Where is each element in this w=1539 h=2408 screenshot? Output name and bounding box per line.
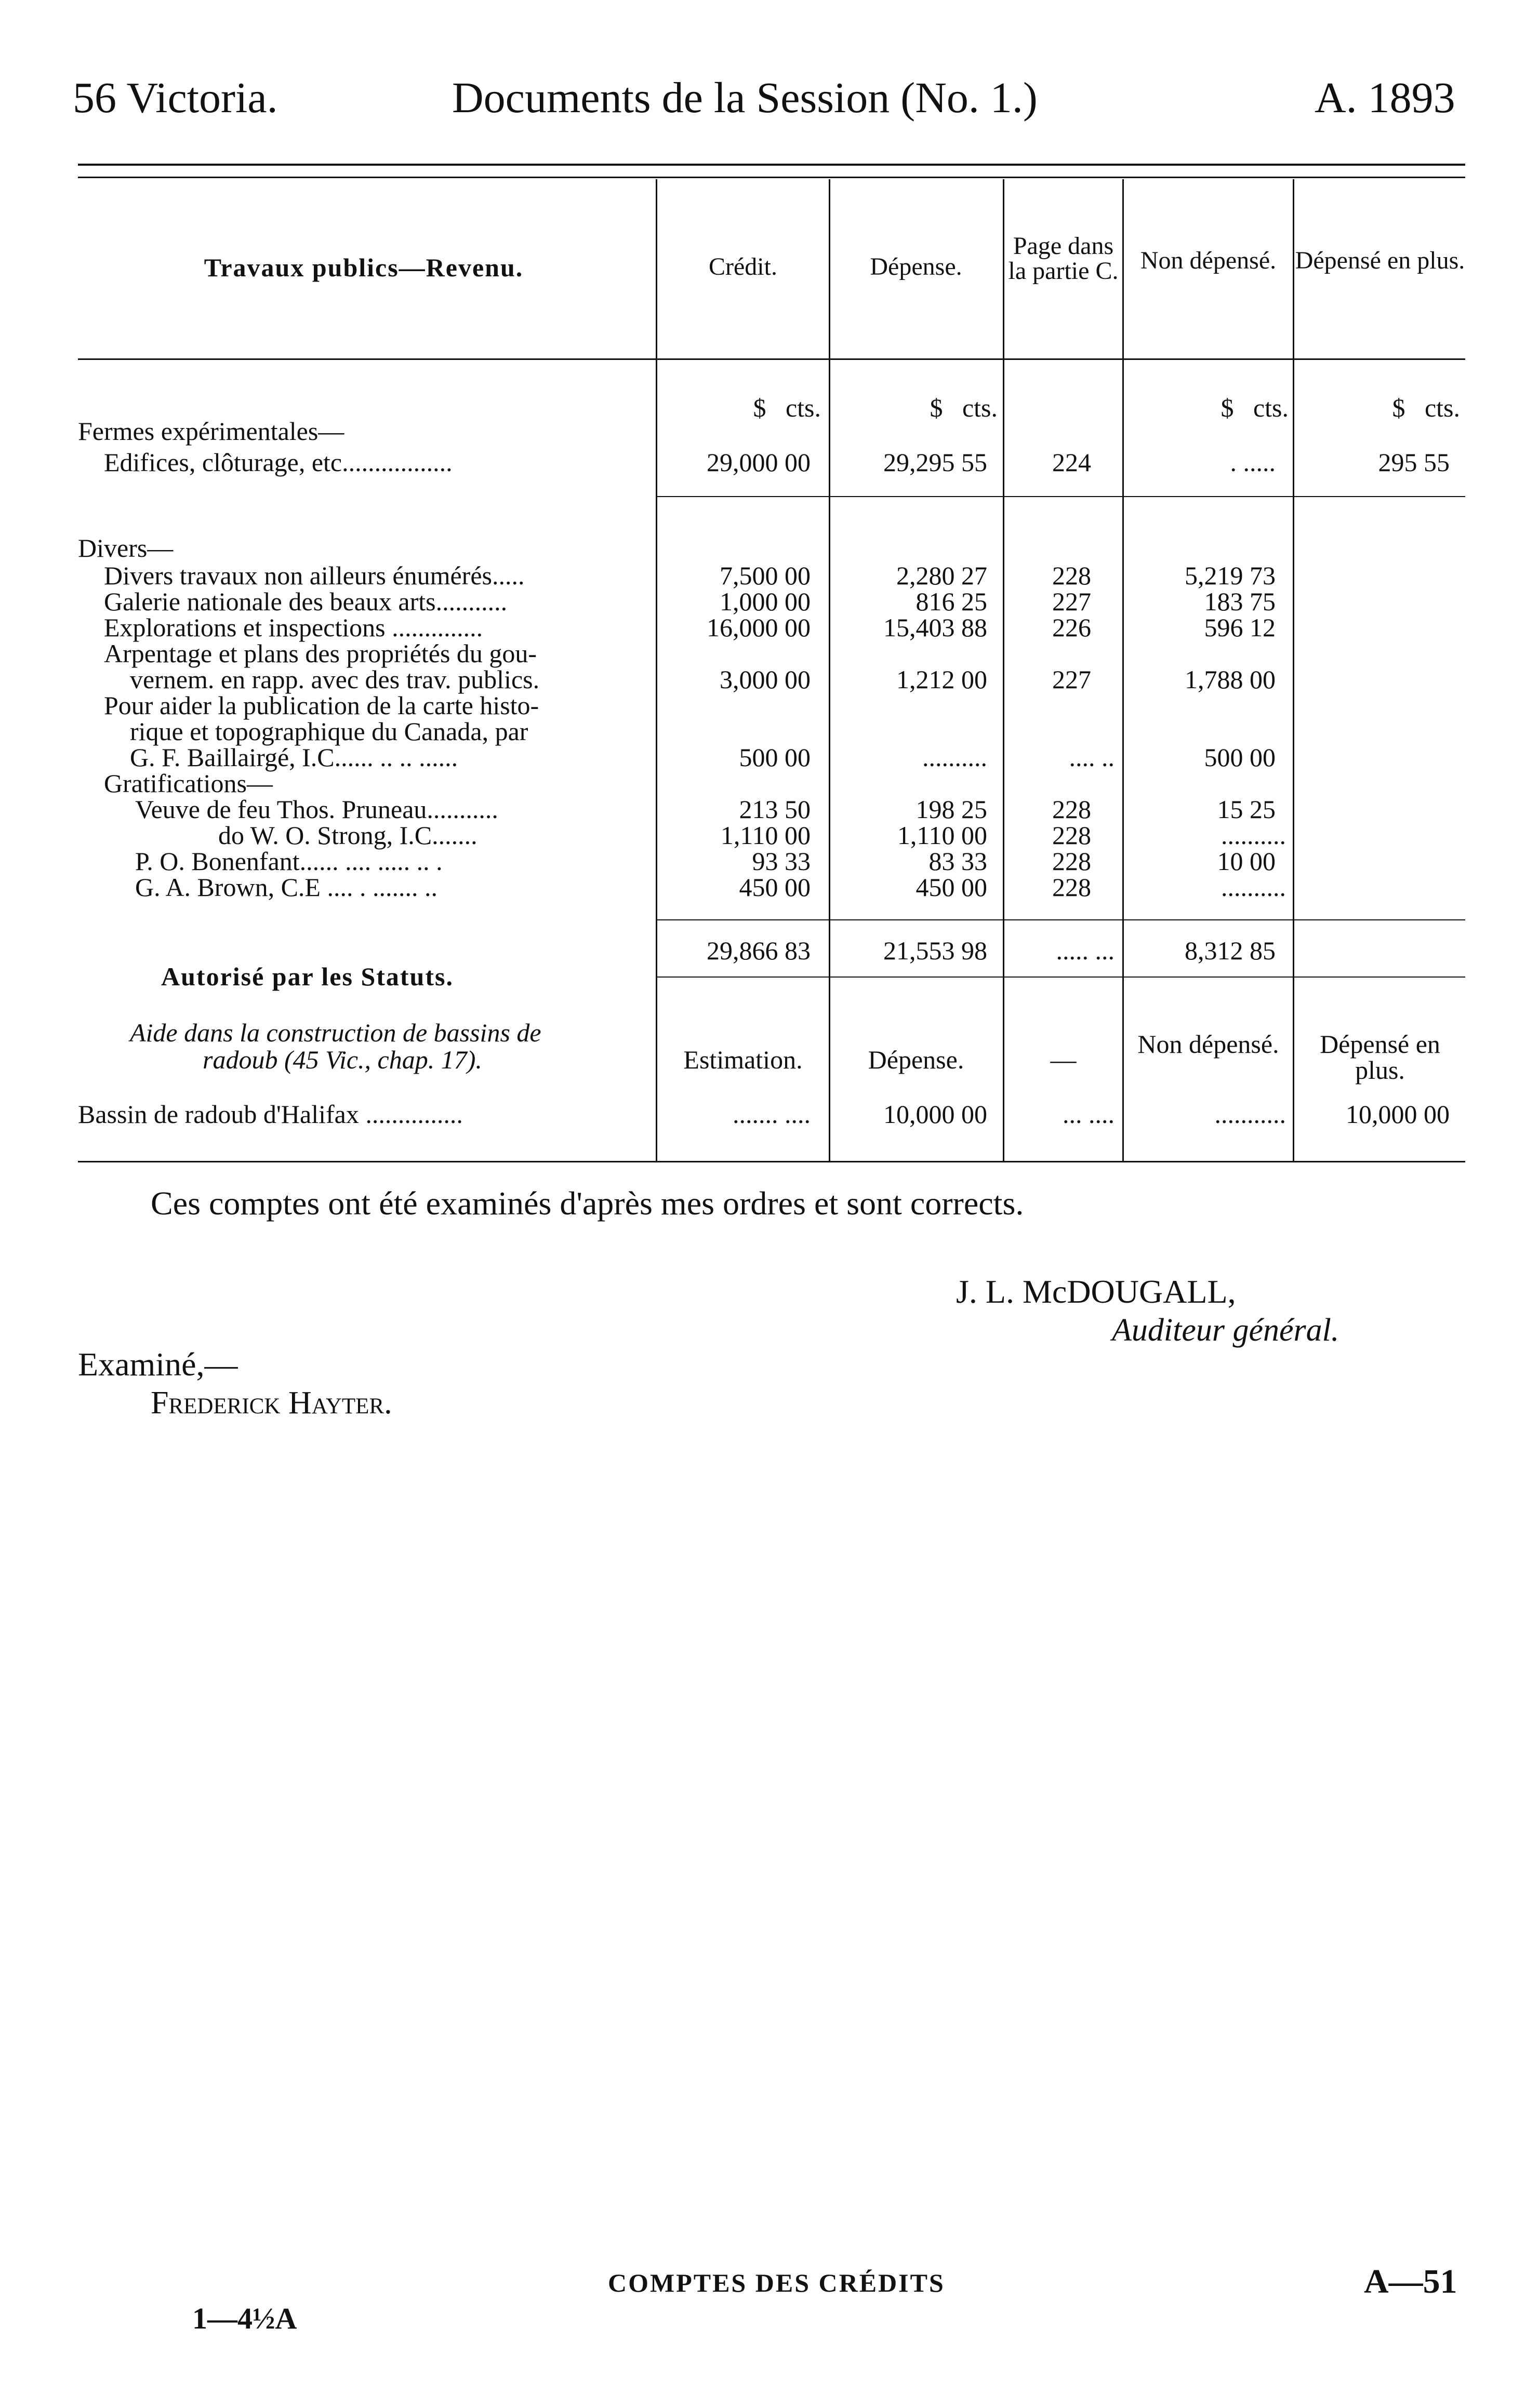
unit-credit: $ cts. xyxy=(753,393,821,422)
col-page: Page dans la partie C. xyxy=(1008,232,1119,285)
statuts-title: Autorisé par les Statuts. xyxy=(161,962,454,991)
statuts-cell-non-depense: ........... xyxy=(1214,1100,1286,1129)
signature-title: Auditeur général. xyxy=(1112,1313,1339,1348)
cell-page: 228 xyxy=(1052,873,1091,902)
cell-page: 228 xyxy=(1052,847,1091,876)
cell-page: 228 xyxy=(1052,795,1091,824)
group1-separator xyxy=(656,496,1465,497)
cell-page: 224 xyxy=(1052,448,1091,477)
col-divider-3 xyxy=(1003,179,1004,1161)
cell-non-depense: .......... xyxy=(1221,821,1286,850)
total-page: ..... ... xyxy=(1056,936,1115,965)
cell-page: .... .. xyxy=(1069,743,1115,772)
cell-depense: 15,403 88 xyxy=(883,613,987,642)
cell-depense: 83 33 xyxy=(928,847,987,876)
header-rule-bottom xyxy=(78,177,1465,178)
col-depense: Dépense. xyxy=(870,253,962,280)
section-title: Travaux publics—Revenu. xyxy=(204,253,524,282)
total-depense: 21,553 98 xyxy=(883,936,987,965)
cell-non-depense: 183 75 xyxy=(1204,587,1276,616)
statuts-cell-plus: 10,000 00 xyxy=(1346,1100,1450,1129)
cell-non-depense: 1,788 00 xyxy=(1185,665,1276,694)
group-heading: Divers— xyxy=(78,533,174,563)
cell-credit: 16,000 00 xyxy=(707,613,811,642)
row-label: Pour aider la publication de la carte histo- xyxy=(104,691,539,720)
col-non-depense: Non dépensé. xyxy=(1140,247,1277,274)
row-label: Arpentage et plans des propriétés du gou- xyxy=(104,639,537,668)
header-right: A. 1893 xyxy=(1315,74,1455,122)
statuts-col-page: — xyxy=(1050,1045,1077,1074)
cell-page: 226 xyxy=(1052,613,1091,642)
certification-text: Ces comptes ont été examinés d'après mes ordres et sont corrects. xyxy=(151,1185,1024,1222)
cell-page: 228 xyxy=(1052,561,1091,590)
total-credit: 29,866 83 xyxy=(707,936,811,965)
cell-credit: 213 50 xyxy=(739,795,811,824)
cell-depense: 198 25 xyxy=(916,795,987,824)
statuts-col-plus: Dépensé en plus. xyxy=(1320,1029,1440,1085)
group-heading: Gratifications— xyxy=(104,769,273,798)
cell-depense: .......... xyxy=(922,743,987,772)
cell-depense: 1,212 00 xyxy=(896,665,987,694)
cell-credit: 1,000 00 xyxy=(720,587,811,616)
footer-right: A—51 xyxy=(1364,2263,1457,2300)
col-divider-2 xyxy=(829,179,830,1161)
col-divider-4 xyxy=(1122,179,1124,1161)
statuts-subtitle-continued: radoub (45 Vic., chap. 17). xyxy=(203,1045,482,1074)
row-label-continued: vernem. en rapp. avec des trav. publics. xyxy=(130,665,540,694)
statuts-cell-depense: 10,000 00 xyxy=(883,1100,987,1129)
header-left: 56 Victoria. xyxy=(73,74,278,122)
col-divider-5 xyxy=(1293,179,1294,1161)
cell-credit: 29,000 00 xyxy=(707,448,811,477)
unit-depense: $ cts. xyxy=(930,393,998,422)
signature-name: J. L. McDOUGALL, xyxy=(956,1273,1236,1310)
cell-depense: 29,295 55 xyxy=(883,448,987,477)
cell-non-depense: 5,219 73 xyxy=(1185,561,1276,590)
cell-page: 228 xyxy=(1052,821,1091,850)
statuts-cell-estimation: ....... .... xyxy=(733,1100,811,1129)
totals-top-rule xyxy=(656,919,1465,920)
row-label: G. A. Brown, C.E .... . ....... .. xyxy=(135,873,437,902)
row-label: Veuve de feu Thos. Pruneau........... xyxy=(135,795,498,824)
cell-depense: 450 00 xyxy=(916,873,987,902)
cell-depense: 2,280 27 xyxy=(896,561,987,590)
footer-center: COMPTES DES CRÉDITS xyxy=(608,2268,945,2297)
cell-credit: 3,000 00 xyxy=(720,665,811,694)
group-heading: Fermes expérimentales— xyxy=(78,417,344,446)
cell-credit: 7,500 00 xyxy=(720,561,811,590)
statuts-col-estimation: Estimation. xyxy=(683,1045,803,1074)
cell-non-depense: 10 00 xyxy=(1217,847,1276,876)
cell-page: 227 xyxy=(1052,665,1091,694)
cell-credit: 93 33 xyxy=(752,847,811,876)
examined-name: Frederick Hayter. xyxy=(151,1385,392,1421)
cell-plus: 295 55 xyxy=(1378,448,1450,477)
row-label-continued: G. F. Baillairgé, I.C...... .. .. ...... xyxy=(130,743,458,772)
row-label: Edifices, clôturage, etc................. xyxy=(104,448,453,477)
cell-depense: 816 25 xyxy=(916,587,987,616)
table-bottom-rule xyxy=(78,1161,1465,1162)
row-label-continued: rique et topographique du Canada, par xyxy=(130,717,528,746)
row-label: P. O. Bonenfant...... .... ..... .. . xyxy=(135,847,443,876)
footer-left: 1—4½A xyxy=(192,2302,297,2335)
cell-credit: 1,110 00 xyxy=(720,821,811,850)
cell-non-depense: . ..... xyxy=(1230,448,1276,477)
cell-non-depense: 596 12 xyxy=(1204,613,1276,642)
row-label: do W. O. Strong, I.C....... xyxy=(218,821,477,850)
statuts-row-label: Bassin de radoub d'Halifax ............... xyxy=(78,1100,463,1129)
examined-label: Examiné,— xyxy=(78,1346,238,1383)
statuts-subtitle: Aide dans la construction de bassins de xyxy=(130,1018,541,1047)
totals-bottom-rule xyxy=(656,976,1465,978)
row-label: Divers travaux non ailleurs énumérés..... xyxy=(104,561,525,590)
header-separator xyxy=(78,358,1465,360)
row-label: Explorations et inspections .............. xyxy=(104,613,483,642)
statuts-col-depense: Dépense. xyxy=(868,1045,964,1074)
statuts-col-non-depense: Non dépensé. xyxy=(1137,1029,1279,1059)
col-depense-plus: Dépensé en plus. xyxy=(1295,247,1465,274)
cell-non-depense: .......... xyxy=(1221,873,1286,902)
cell-page: 227 xyxy=(1052,587,1091,616)
col-credit: Crédit. xyxy=(709,253,777,280)
col-divider-1 xyxy=(656,179,657,1161)
cell-credit: 500 00 xyxy=(739,743,811,772)
cell-credit: 450 00 xyxy=(739,873,811,902)
cell-non-depense: 500 00 xyxy=(1204,743,1276,772)
cell-depense: 1,110 00 xyxy=(897,821,987,850)
statuts-cell-page: ... .... xyxy=(1063,1100,1115,1129)
cell-non-depense: 15 25 xyxy=(1217,795,1276,824)
unit-non-depense: $ cts. xyxy=(1220,393,1289,422)
unit-plus: $ cts. xyxy=(1392,393,1460,422)
header-rule-top xyxy=(78,164,1465,166)
header-center: Documents de la Session (No. 1.) xyxy=(452,74,1038,122)
row-label: Galerie nationale des beaux arts........... xyxy=(104,587,508,616)
total-non-depense: 8,312 85 xyxy=(1185,936,1276,965)
